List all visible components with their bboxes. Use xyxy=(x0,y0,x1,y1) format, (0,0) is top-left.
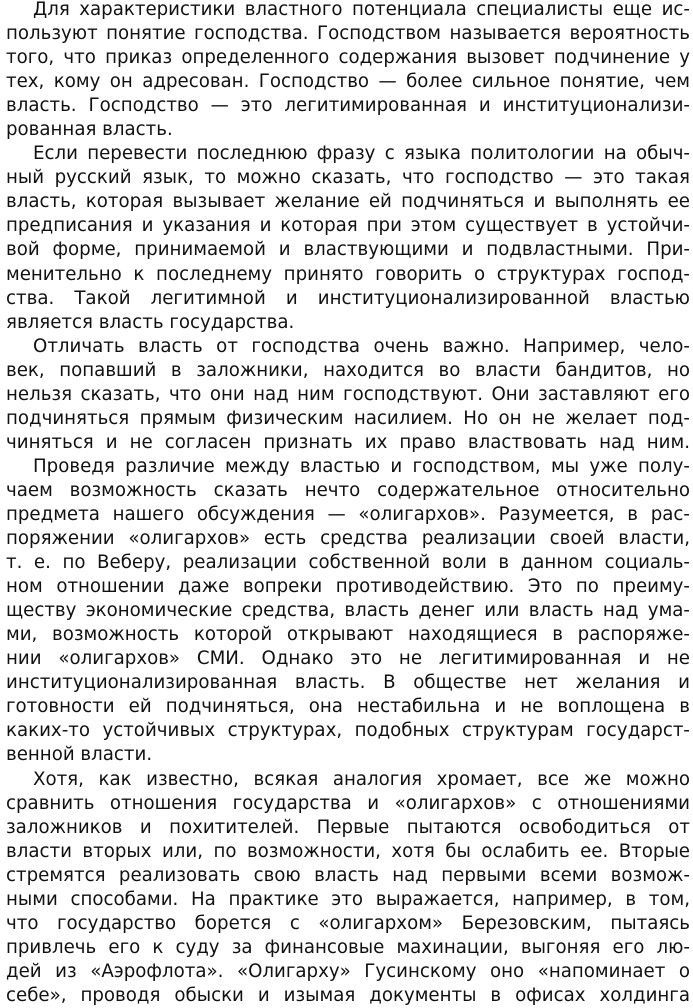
paragraph-1 xyxy=(6,0,690,142)
text-line: пользуют понятие господства. Господством называется вероятность xyxy=(6,23,690,45)
text-line: Хотя, как известно, всякая аналогия хромает, все же можно xyxy=(33,768,690,790)
text-line: т. е. по Веберу, реализации собственной воли в данном социаль- xyxy=(6,552,690,574)
paragraph-4 xyxy=(6,455,690,768)
text-line: того, что приказ определенного содержания вызовет подчинение у xyxy=(6,47,690,69)
text-line: Для характеристики властного потенциала специалисты еще ис- xyxy=(33,0,690,20)
paragraph-5 xyxy=(6,768,690,1008)
text-line: ми, возможность которой открывают находящиеся в распоряже- xyxy=(6,624,690,646)
text-line: нельзя сказать, что они над ним господствуют. Они заставляют его xyxy=(6,383,690,405)
text-line: поряжении «олигархов» есть средства реализации своей власти, xyxy=(6,528,690,550)
text-line: подчиняться прямым физическим насилием. Но он не желает под- xyxy=(6,407,690,429)
text-line: себе», проводя обыски и изымая документы в офисах холдинга xyxy=(6,984,690,1006)
document-page xyxy=(6,0,690,1008)
text-line: предписания и указания и которая при этом существует в устойчи- xyxy=(6,215,690,237)
text-line: чиняться и не согласен признать их право властвовать над ним. xyxy=(6,431,690,453)
text-line: венной власти. xyxy=(6,744,153,766)
text-line: ществу экономические средства, власть денег или власть над ума- xyxy=(6,600,690,622)
text-line: менительно к последнему принято говорить о структурах господ- xyxy=(6,263,690,285)
text-line: рованная власть. xyxy=(6,119,173,141)
text-line: власти вторых или, по возможности, хотя бы ослабить ее. Вторые xyxy=(6,840,690,862)
text-line: предмета нашего обсуждения — «олигархов». Разумеется, в рас- xyxy=(6,503,690,525)
text-line: ном отношении даже вопреки противодействию. Это по преиму- xyxy=(6,576,690,598)
text-line: привлечь его к суду за финансовые махинации, выгоняя его лю- xyxy=(6,936,690,958)
text-line: что государство борется с «олигархом» Березовским, пытаясь xyxy=(6,912,690,934)
text-line: вой форме, принимаемой и властвующими и подвластными. При- xyxy=(6,239,690,261)
text-line: Отличать власть от господства очень важно. Например, чело- xyxy=(33,335,690,357)
text-line: власть. Господство — это легитимированная и институционализи- xyxy=(6,95,690,117)
text-line: Проведя различие между властью и господством, мы уже полу- xyxy=(33,455,690,477)
text-line: век, попавший в заложники, находится во власти бандитов, но xyxy=(6,359,690,381)
text-line: стремятся реализовать свою власть над первыми всеми возмож- xyxy=(6,864,690,886)
text-line: ный русский язык, то можно сказать, что господство — это такая xyxy=(6,167,690,189)
text-line: нии «олигархов» СМИ. Однако это не легитимированная и не xyxy=(6,648,690,670)
text-line: тех, кому он адресован. Господство — более сильное понятие, чем xyxy=(6,71,690,93)
paragraph-2 xyxy=(6,142,690,334)
text-line: ными способами. На практике это выражается, например, в том, xyxy=(6,888,690,910)
text-line: готовности ей подчиняться, она нестабильна и не воплощена в xyxy=(6,696,690,718)
text-line: институционализированная власть. В обществе нет желания и xyxy=(6,672,690,694)
text-line: чаем возможность сказать нечто содержательное относительно xyxy=(6,479,690,501)
text-line: является власть государства. xyxy=(6,311,295,333)
paragraph-3 xyxy=(6,335,690,455)
text-line: сравнить отношения государства и «олигархов» с отношениями xyxy=(6,792,690,814)
text-line: ства. Такой легитимной и институционализированной властью xyxy=(6,287,690,309)
text-line: Если перевести последнюю фразу с языка политологии на обыч- xyxy=(33,143,690,165)
text-line: дей из «Аэрофлота». «Олигарху» Гусинскому оно «напоминает о xyxy=(6,960,690,982)
text-line: власть, которая вызывает желание ей подчиняться и выполнять ее xyxy=(6,191,690,213)
text-line: каких-то устойчивых структурах, подобных структурам государст- xyxy=(6,720,690,742)
text-line: заложников и похитителей. Первые пытаются освободиться от xyxy=(6,816,690,838)
